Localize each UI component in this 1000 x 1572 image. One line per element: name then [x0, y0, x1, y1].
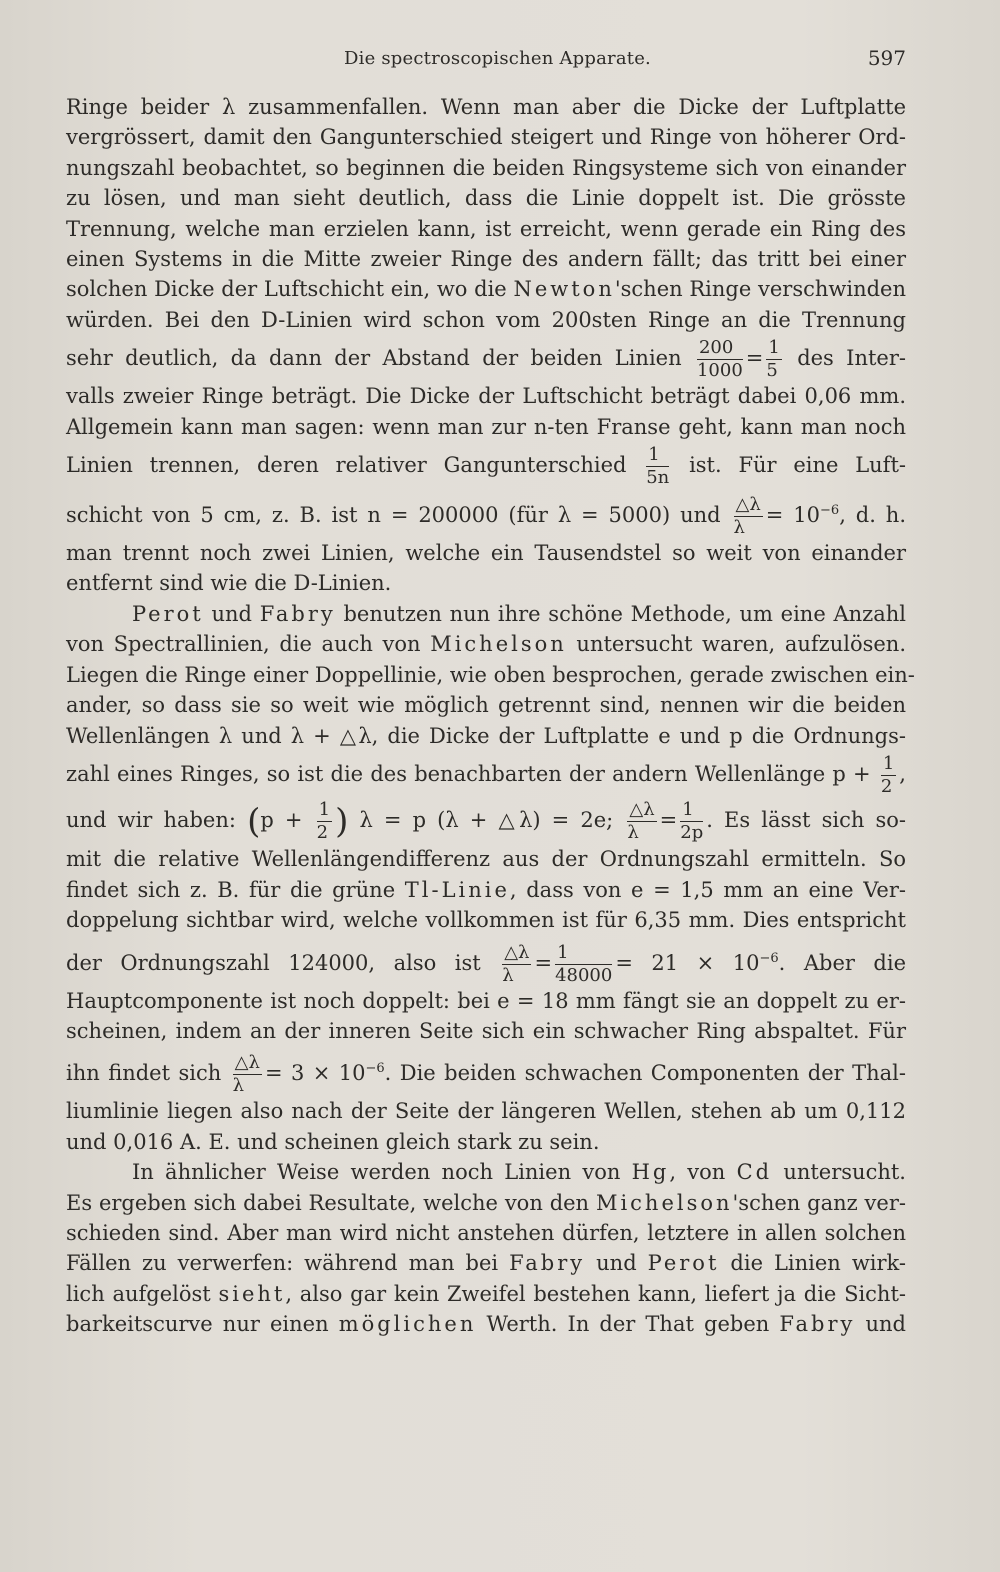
line-segment: der Ordnungszahl 124000, also ist [66, 950, 481, 975]
text-line: schieden sind. Aber man wird nicht anstehen dürfen, letztere in allen solchen [66, 1221, 906, 1246]
line-segment: = 10 [765, 503, 821, 528]
text-line: valls zweier Ringe beträgt. Die Dicke der Luftschicht beträgt dabei 0,06 mm. [66, 384, 906, 409]
text-line-formula [66, 442, 906, 488]
author-name: Fabry [779, 1312, 856, 1337]
line-segment: 'schen Ringe verschwinden [614, 277, 906, 302]
fraction [766, 339, 781, 380]
line-segment: und [211, 601, 252, 626]
denominator: 48000 [555, 964, 613, 986]
line-segment: zahl eines Ringes, so ist die des benachbarten der andern Wellenlänge p + [66, 761, 871, 786]
line-segment: , also gar kein Zweifel bestehen kann, liefert ja die Sicht- [285, 1281, 906, 1306]
exponent: −6 [365, 1061, 385, 1077]
text-line: entfernt sind wie die D-Linien. [66, 571, 392, 596]
text-line: einen Systems in die Mitte zweier Ringe des andern fällt; das tritt bei einer [66, 247, 906, 272]
equals-sign: = [745, 346, 764, 371]
element-symbol: Hg [631, 1160, 670, 1185]
text-line: Liegen die Ringe einer Doppellinie, wie oben besprochen, gerade zwischen ein- [66, 662, 915, 687]
text-line [66, 629, 906, 659]
element-symbol: Cd [736, 1160, 773, 1185]
denominator: 5n [646, 467, 670, 489]
line-segment: die Linien wirk- [730, 1251, 907, 1276]
fraction [646, 446, 669, 487]
line-segment: Werth. In der That geben [486, 1312, 770, 1337]
text-line-formula [66, 488, 906, 538]
text-line: mit die relative Wellenlängendifferenz aus der Ordnungszahl ermitteln. So [66, 847, 906, 872]
line-segment: Fällen zu verwerfen: während man bei [66, 1251, 499, 1276]
line-segment: , von [669, 1160, 726, 1185]
line-segment: des Inter- [797, 346, 906, 371]
line-segment: solchen Dicke der Luftschicht ein, wo die [66, 277, 507, 302]
numerator: 200 [697, 339, 743, 360]
text-line: würden. Bei den D-Linien wird schon vom 200sten Ringe an die Trennung [66, 307, 906, 332]
running-header [66, 46, 906, 76]
author-name: Michelson [430, 632, 567, 657]
open-paren: ( [247, 801, 261, 842]
fraction [697, 339, 743, 380]
line-segment: Es ergeben sich dabei Resultate, welche von den [66, 1190, 590, 1215]
author-name: Michelson [595, 1190, 733, 1215]
emphasis: möglichen [338, 1312, 477, 1337]
text-line-formula [66, 797, 906, 845]
equals-sign: = [534, 950, 553, 975]
text-line: Ringe beider λ zusammenfallen. Wenn man aber die Dicke der Luftplatte [66, 95, 906, 119]
fraction [734, 496, 763, 537]
line-segment: , dass von e = 1,5 mm an eine Ver- [509, 877, 906, 902]
line-segment: Linien trennen, deren relativer Gangunterschied [66, 453, 627, 478]
text-line: Allgemein kann man sagen: wenn man zur n-ten Franse geht, kann man noch [66, 414, 906, 439]
emphasis: sieht [218, 1281, 286, 1306]
line-segment: In ähnlicher Weise werden noch Linien von [132, 1160, 621, 1185]
numerator: △λ [735, 494, 761, 516]
text-line: man trennt noch zwei Linien, welche ein Tausendstel so weit von einander [66, 541, 906, 566]
equals-sign: = [659, 807, 678, 832]
exponent: −6 [820, 503, 840, 519]
text-line: doppelung sichtbar wird, welche vollkommen ist für 6,35 mm. Dies entspricht [66, 908, 906, 933]
fraction [680, 798, 704, 843]
line-segment: und [596, 1251, 637, 1276]
line-segment: lich aufgelöst [66, 1281, 211, 1306]
text-line [66, 1279, 906, 1309]
exponent: −6 [759, 950, 779, 966]
denominator: 5 [766, 360, 778, 382]
running-title: Die spectroscopischen Apparate. [344, 48, 651, 69]
line-segment: schicht von 5 cm, z. B. ist n = 200000 (für λ = 5000) und [66, 503, 721, 528]
text-line [66, 1188, 906, 1218]
line-segment: p + [260, 807, 303, 832]
text-line: scheinen, indem an der inneren Seite sich ein schwacher Ring abspaltet. Für [66, 1019, 906, 1044]
line-segment: . Es lässt sich so- [706, 807, 907, 832]
fraction [627, 798, 656, 843]
text-line [66, 1248, 906, 1278]
text-line: zu lösen, und man sieht deutlich, dass die Linie doppelt ist. Die grösste [66, 186, 906, 211]
text-line [66, 1309, 906, 1339]
numerator: 1 [882, 752, 895, 774]
author-name: Newton [513, 277, 615, 302]
numerator: 1 [555, 944, 612, 965]
line-segment: λ = p (λ + △λ) = 2e; [359, 807, 614, 832]
line-segment: . Aber die [778, 950, 906, 975]
text-line: Hauptcomponente ist noch doppelt: bei e = 18 mm fängt sie an doppelt zu er- [66, 988, 906, 1013]
numerator: 1 [768, 337, 780, 359]
denominator: 2p [680, 821, 704, 843]
close-paren: ) [335, 801, 349, 842]
numerator: △λ [629, 798, 655, 820]
text-line: liumlinie liegen also nach der Seite der längeren Wellen, stehen ab um 0,112 [66, 1099, 906, 1124]
fraction [555, 941, 613, 986]
denominator: λ [627, 821, 639, 843]
line-segment: untersucht. [783, 1160, 906, 1185]
line-segment: ihn findet sich [66, 1061, 222, 1086]
line-segment: . Die beiden schwachen Componenten der Thal- [384, 1061, 906, 1086]
fraction [316, 798, 332, 843]
line-segment: sehr deutlich, da dann der Abstand der beiden Linien [66, 346, 682, 371]
line-segment: und wir haben: [66, 807, 236, 832]
author-name: Perot [132, 601, 204, 626]
numerator: 1 [318, 798, 331, 820]
line-segment: = 21 × 10 [615, 950, 760, 975]
page-number: 597 [867, 46, 906, 70]
line-segment: benutzen nun ihre schöne Methode, um eine Anzahl [343, 601, 906, 626]
line-segment: untersucht waren, aufzulösen. [576, 632, 906, 657]
text-line: nungszahl beobachtet, so beginnen die beiden Ringsysteme sich von einander [66, 155, 906, 180]
text-line [66, 274, 906, 304]
text-line [66, 875, 906, 905]
author-name: Perot [647, 1251, 720, 1276]
text-line [66, 599, 906, 629]
numerator: △λ [234, 1052, 260, 1074]
element-symbol: Tl-Linie [404, 877, 510, 902]
text-line: und 0,016 A. E. und scheinen gleich stark zu sein. [66, 1129, 600, 1154]
denominator: λ [232, 1075, 245, 1097]
fraction [502, 941, 531, 986]
fraction [880, 752, 896, 797]
author-name: Fabry [259, 601, 336, 626]
line-segment: barkeitscurve nur einen [66, 1312, 329, 1337]
text-line: ander, so dass sie so weit wie möglich getrennt sind, nennen wir die beiden [66, 693, 906, 718]
text-line-formula [66, 1046, 906, 1096]
text-line: Wellenlängen λ und λ + △λ, die Dicke der Luftplatte e und p die Ordnungs- [66, 723, 906, 748]
numerator: 1 [680, 801, 703, 822]
line-segment: = 3 × 10 [264, 1061, 366, 1086]
denominator: 1000 [696, 360, 743, 382]
line-segment: findet sich z. B. für die grüne [66, 877, 396, 902]
text-line: Trennung, welche man erzielen kann, ist erreicht, wenn gerade ein Ring des [66, 216, 906, 241]
author-name: Fabry [509, 1251, 586, 1276]
denominator: λ [733, 517, 745, 539]
text-line-formula [66, 335, 906, 381]
denominator: 2 [880, 775, 893, 797]
text-line-formula [66, 751, 906, 797]
text-line [66, 1157, 906, 1187]
line-segment: , d. h. [839, 503, 906, 528]
text-line-formula [66, 936, 906, 986]
line-segment: 'schen ganz ver- [732, 1190, 906, 1215]
numerator: △λ [504, 941, 530, 963]
line-segment: von Spectrallinien, die auch von [66, 632, 421, 657]
body-text [66, 92, 915, 1340]
numerator: 1 [646, 446, 669, 467]
line-segment: ist. Für eine Luft- [689, 453, 906, 478]
denominator: 2 [316, 821, 329, 843]
line-segment: , [899, 761, 906, 786]
fraction [233, 1054, 262, 1095]
denominator: λ [502, 964, 514, 986]
line-segment: und [865, 1312, 906, 1337]
text-line: vergrössert, damit den Gangunterschied steigert und Ringe von höherer Ord- [66, 125, 906, 150]
